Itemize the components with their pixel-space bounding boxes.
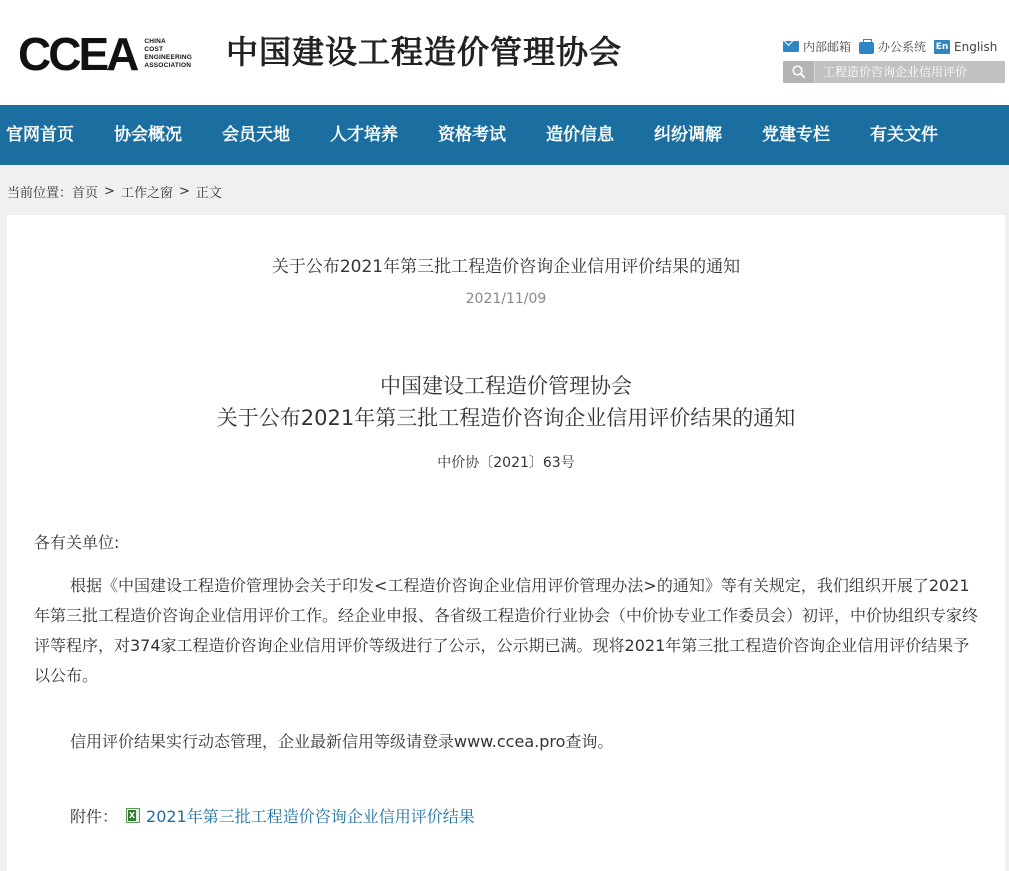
logo-subtext-line: ENGINEERING	[144, 54, 193, 61]
search-input[interactable]	[815, 61, 1005, 83]
breadcrumb-home[interactable]: 首页	[72, 186, 99, 201]
internal-mail-link[interactable]	[783, 38, 851, 55]
logo-mark: CCEA	[18, 28, 137, 80]
en-icon: En	[935, 41, 949, 52]
search-icon	[792, 65, 806, 79]
nav-item-cost-info[interactable]: 造价信息	[546, 125, 614, 145]
english-label: English	[954, 39, 998, 54]
logo-subtext	[144, 38, 192, 70]
briefcase-icon	[859, 42, 874, 54]
breadcrumb-prefix: 当前位置：	[7, 186, 73, 201]
nav-item-members[interactable]: 会员天地	[222, 125, 290, 145]
document-title-line2: 关于公布2021年第三批工程造价咨询企业信用评价结果的通知	[216, 406, 796, 430]
breadcrumb	[7, 182, 222, 201]
site-logo[interactable]	[18, 30, 192, 78]
body-paragraph-1: 根据《中国建设工程造价管理协会关于印发<工程造价咨询企业信用评价管理办法>的通知》等有关规定，我们组织开展了2021年第三批工程造价咨询企业信用评价工作。经企业申报、各省级工程造价行业协会（中价协专业工作委员会）初评，中价协组织专家终评等程序，对374家工程造价咨询企业信用评价等级进行了公示，公示期已满。现将2021年第三批工程造价咨询企业信用评价结果予以公布。	[34, 576, 979, 685]
english-link[interactable]	[934, 40, 997, 54]
document-title-line1: 中国建设工程造价管理协会	[380, 374, 632, 398]
site-title: 中国建设工程造价管理协会	[226, 33, 623, 71]
article-panel	[7, 215, 1005, 871]
attachment-label: 附件：	[70, 807, 119, 826]
nav-item-about[interactable]: 协会概况	[114, 125, 182, 145]
internal-mail-label: 内部邮箱	[803, 40, 852, 54]
attachment-row	[70, 804, 475, 827]
nav-item-exams[interactable]: 资格考试	[438, 125, 506, 145]
breadcrumb-separator: >	[104, 184, 115, 199]
mail-icon	[783, 41, 799, 52]
salutation: 各有关单位:	[34, 533, 120, 552]
article-title: 关于公布2021年第三批工程造价咨询企业信用评价结果的通知	[271, 257, 741, 277]
article-date: 2021/11/09	[465, 291, 547, 307]
excel-file-icon	[126, 808, 140, 823]
breadcrumb-work-window[interactable]: 工作之窗	[120, 186, 173, 201]
attachment-link[interactable]: 2021年第三批工程造价咨询企业信用评价结果	[146, 807, 475, 826]
logo-subtext-line: ASSOCIATION	[144, 62, 192, 69]
office-system-link[interactable]	[859, 38, 926, 55]
main-nav	[0, 105, 1009, 165]
body-paragraph-2: 信用评价结果实行动态管理，企业最新信用等级请登录www.ccea.pro查询。	[70, 732, 614, 751]
logo-subtext-line: COST	[144, 46, 164, 53]
nav-item-home[interactable]: 官网首页	[6, 125, 74, 145]
nav-item-documents[interactable]: 有关文件	[870, 125, 938, 145]
search-button[interactable]	[783, 61, 815, 83]
nav-item-party[interactable]: 党建专栏	[762, 125, 830, 145]
nav-item-training[interactable]: 人才培养	[330, 125, 398, 145]
top-links	[783, 38, 997, 55]
nav-item-mediation[interactable]: 纠纷调解	[654, 125, 722, 145]
site-header	[0, 0, 1009, 105]
search-box	[783, 61, 1005, 83]
breadcrumb-current: 正文	[195, 186, 222, 201]
office-system-label: 办公系统	[878, 40, 927, 54]
breadcrumb-separator: >	[178, 184, 190, 199]
logo-subtext-line: CHINA	[144, 38, 166, 45]
document-number: 中价协〔2021〕63号	[437, 455, 575, 471]
